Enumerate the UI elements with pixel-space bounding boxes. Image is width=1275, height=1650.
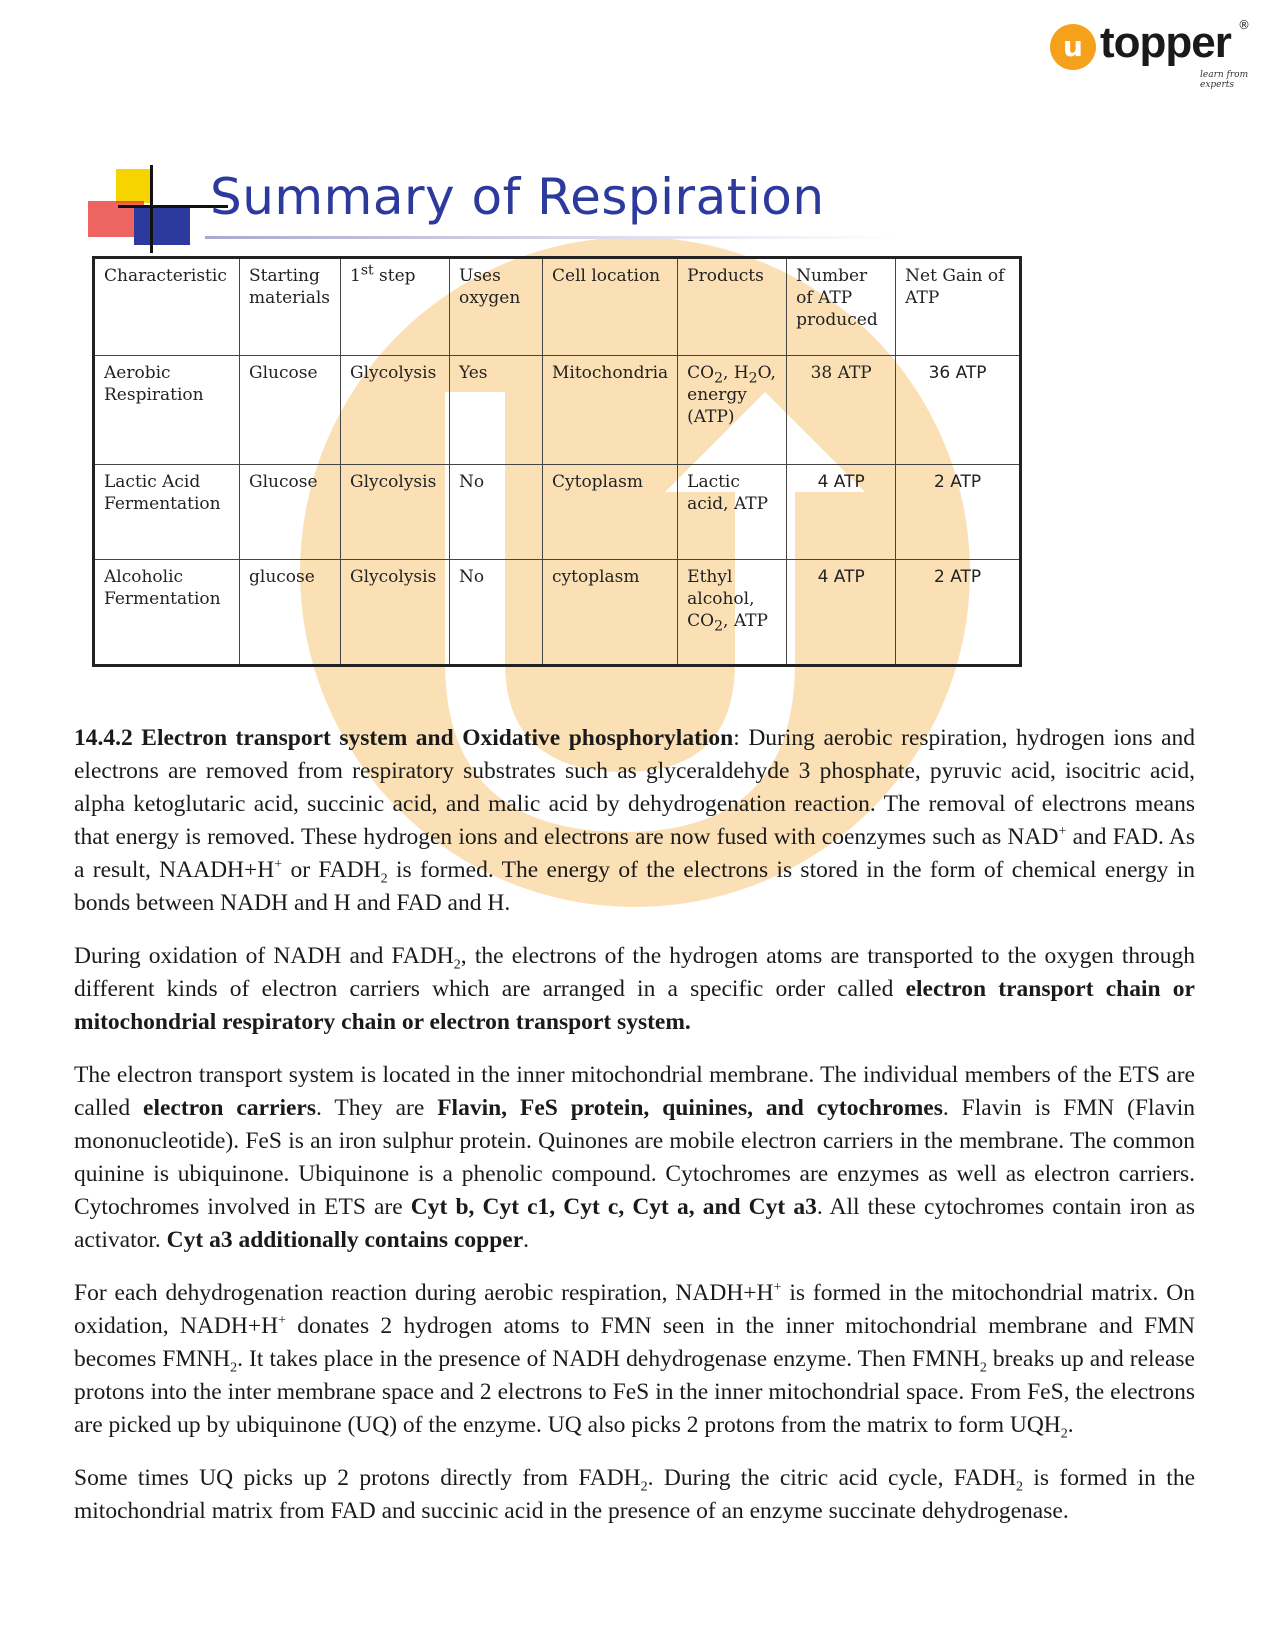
paragraph-1: 14.4.2 Electron transport system and Oxidative phosphorylation: During aerobic respiration, hydrogen ions and electrons are removed from respiratory substrates such as glyceraldehyde 3 phosphate, pyruvic acid, isocitric acid, alpha ketoglutaric acid, succinic acid, and malic acid by dehydrogenation reaction. The removal of electrons means that energy is removed. These hydrogen ions and electrons are now fused with coenzymes such as NAD+ and FAD. As a result, NAADH+H+ or $FADH_2$ is formed. The energy of the electrons is stored in the form of chemical energy in bonds between NADH and H and FAD and H. (74, 725, 1196, 916)
logo-tagline: learn from experts (1200, 70, 1249, 90)
header-cell: Uses oxygen (450, 258, 543, 356)
table-row (94, 465, 1021, 560)
header-cell: Products (678, 258, 787, 356)
header-cell: Number of ATP produced (787, 258, 896, 356)
logo-registered: ® (1238, 18, 1250, 32)
paragraph-2: During oxidation of NADH and $FADH_2$, the electrons of the hydrogen atoms are transported to the oxygen through different kinds of electron carriers which are arranged in a specific order called electron transport chain or mitochondrial respiratory chain or electron transport system. (74, 943, 1195, 1035)
cell-products: Ethyl alcohol, $CO_2$, ATP (678, 560, 787, 666)
table-row (94, 356, 1021, 465)
header-cell: Characteristic (94, 258, 240, 356)
cell-net-gain: 2 ATP (896, 465, 1021, 560)
header-cell: Starting materials (240, 258, 341, 356)
section-heading: 14.4.2 Electron transport system and Oxidative phosphorylation (74, 725, 734, 751)
header-cell: Net Gain of ATP (896, 258, 1021, 356)
logo-brand: topper (1100, 18, 1231, 67)
body-text (74, 722, 1195, 1548)
table-row (94, 560, 1021, 666)
cell-oxygen: No (450, 465, 543, 560)
cell-net-gain: 36 ATP (896, 356, 1021, 465)
table-header-row (94, 258, 1021, 356)
respiration-summary-table (92, 256, 1022, 667)
cell-characteristic: Lactic Acid Fermentation (94, 465, 240, 560)
cell-location: Mitochondria (543, 356, 678, 465)
topper-logo (1050, 18, 1250, 90)
cell-net-gain: 2 ATP (896, 560, 1021, 666)
cell-location: cytoplasm (543, 560, 678, 666)
cell-oxygen: Yes (450, 356, 543, 465)
cell-products: $CO_2$, $H_2O$, energy (ATP) (678, 356, 787, 465)
cell-atp-produced: 4 ATP (787, 560, 896, 666)
paragraph-5: Some times UQ picks up 2 protons directly from $FADH_2$. During the citric acid cycle, $FADH_2$ is formed in the mitochondrial matrix from FAD and succinic acid in the presence of an enzyme succinate dehydrogenase. (74, 1465, 1195, 1524)
cell-starting: Glucose (240, 465, 341, 560)
slide-title: Summary of Respiration (210, 168, 825, 226)
header-cell: Cell location (543, 258, 678, 356)
cell-characteristic: Aerobic Respiration (94, 356, 240, 465)
cell-oxygen: No (450, 560, 543, 666)
cell-starting: glucose (240, 560, 341, 666)
cell-location: Cytoplasm (543, 465, 678, 560)
cell-first-step: Glycolysis (341, 560, 450, 666)
cell-products: Lactic acid, ATP (678, 465, 787, 560)
cell-atp-produced: 4 ATP (787, 465, 896, 560)
cell-starting: Glucose (240, 356, 341, 465)
svg-text:u: u (1063, 30, 1083, 63)
title-rule (205, 236, 895, 239)
cell-first-step: Glycolysis (341, 356, 450, 465)
paragraph-3: The electron transport system is located in the inner mitochondrial membrane. The individual members of the ETS are called electron carriers. They are Flavin, FeS protein, quinines, and cytochromes. Flavin is FMN (Flavin mononucleotide). FeS is an iron sulphur protein. Quinones are mobile electron carriers in the membrane. The common quinine is ubiquinone. Ubiquinone is a phenolic compound. Cytochromes are enzymes as well as electron carriers. Cytochromes involved in ETS are Cyt b, Cyt c1, Cyt c, Cyt a, and Cyt a3. All these cytochromes contain iron as activator. Cyt a3 additionally contains copper. (74, 1062, 1195, 1253)
slide-decoration-icon (88, 165, 228, 265)
cell-characteristic: Alcoholic Fermentation (94, 560, 240, 666)
logo-u-icon (1050, 24, 1096, 70)
paragraph-4: For each dehydrogenation reaction during aerobic respiration, NADH+H+ is formed in the mitochondrial matrix. On oxidation, NADH+H+ donates 2 hydrogen atoms to FMN seen in the inner mitochondrial membrane and FMN becomes $FMNH_2$. It takes place in the presence of NADH dehydrogenase enzyme. Then $FMNH_2$ breaks up and release protons into the inter membrane space and 2 electrons to FeS in the inner mitochondrial space. From FeS, the electrons are picked up by ubiquinone (UQ) of the enzyme. UQ also picks 2 protons from the matrix to form $UQH_2$. (74, 1280, 1195, 1442)
cell-first-step: Glycolysis (341, 465, 450, 560)
header-cell: 1st step (341, 258, 450, 356)
cell-atp-produced: 38 ATP (787, 356, 896, 465)
